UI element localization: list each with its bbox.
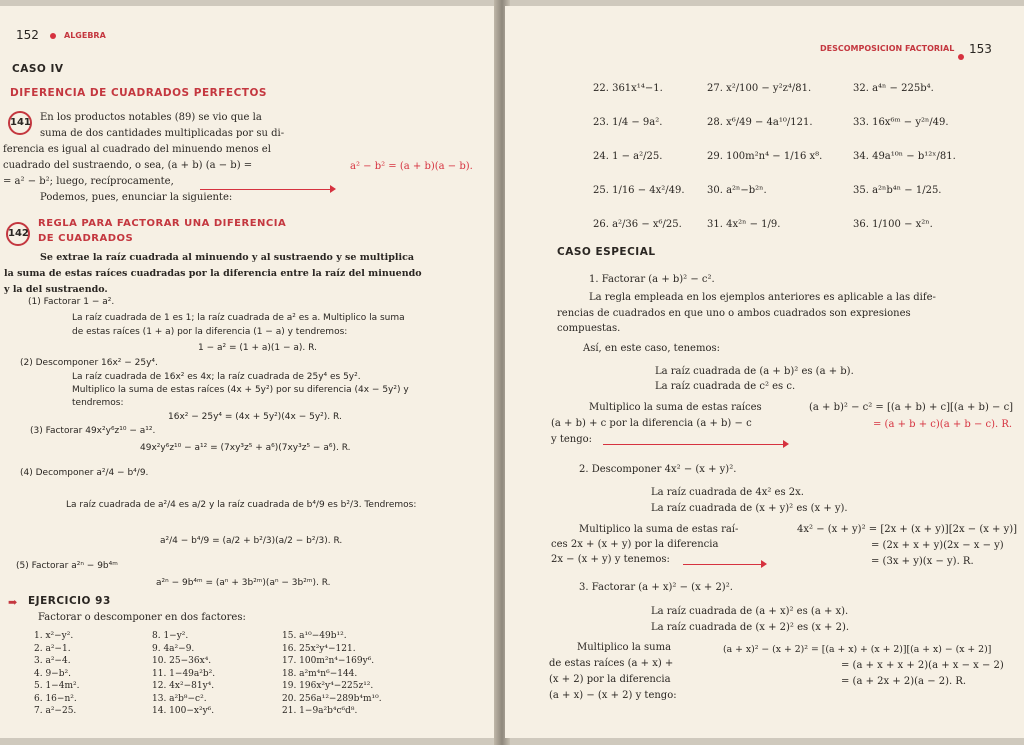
exercise-list-col-1 [34, 630, 79, 718]
exercise-item: 10. 25−36x⁴. [152, 656, 212, 666]
callout-arrow-icon [761, 560, 767, 568]
exercise-item: 13. a²b⁸−c². [152, 693, 207, 704]
special-3-result: (a + x)² − (x + 2)² = [(a + x) + (x + 2)][(a + x) − (x + 2)] [723, 644, 992, 655]
exercise-item: 6. 16−n². [34, 693, 77, 704]
exercise-item: 8. 1−y². [152, 631, 189, 641]
special-1-mult: Multiplico la suma de estas raíces [589, 402, 762, 413]
exercise-list-col-6 [853, 72, 956, 242]
exercise-item: 12. 4x²−81y⁴. [152, 681, 215, 691]
example-line: La raíz cuadrada de 16x² es 4x; la raíz cuadrada de 25y⁴ es 5y². [72, 372, 361, 382]
right-header-bullet-icon [958, 46, 964, 65]
example-result: 49x²y⁶z¹⁰ − a¹² = (7xy³z⁵ + a⁶)(7xy³z⁵ − a⁶). R. [140, 443, 351, 453]
example-line: (3) Factorar 49x²y⁶z¹⁰ − a¹². [30, 426, 156, 436]
exercise-item: 36. 1/100 − x²ⁿ. [853, 219, 933, 230]
example-result: 16x² − 25y⁴ = (4x + 5y²)(4x − 5y²). R. [168, 412, 342, 422]
section-title: DIFERENCIA DE CUADRADOS PERFECTOS [10, 87, 267, 99]
exercise-item: 32. a⁴ⁿ − 225b⁴. [853, 83, 934, 94]
example-line: (2) Descomponer 16x² − 25y⁴. [20, 358, 158, 368]
case-title: CASO IV [12, 63, 64, 75]
special-3-title: 3. Factorar (a + x)² − (x + 2)². [579, 582, 733, 593]
special-1-result: (a + b)² − c² = [(a + b) + c][(a + b) − c] [809, 402, 1014, 413]
exercise-item: 25. 1/16 − 4x²/49. [593, 185, 685, 196]
special-2-result: 4x² − (x + y)² = [2x + (x + y)][2x − (x + y)] [797, 524, 1018, 535]
exercise-item: 18. a²m⁴n⁶−144. [282, 668, 358, 679]
exercise-list-col-3 [282, 630, 382, 718]
left-page [0, 6, 501, 738]
rule-title: REGLA PARA FACTORAR UNA DIFERENCIA [38, 218, 287, 229]
exercise-item: 33. 16x⁶ᵐ − y²ⁿ/49. [853, 117, 949, 128]
exercise-item: 35. a²ⁿb⁴ⁿ − 1/25. [853, 185, 942, 196]
exercise-item: 21. 1−9a²b⁴c⁶d⁸. [282, 706, 358, 716]
example-line: La raíz cuadrada de 1 es 1; la raíz cuadrada de a² es a. Multiplico la suma [72, 313, 405, 323]
special-1-result: = (a + b + c)(a + b − c). R. [873, 419, 1013, 430]
special-3-result: = (a + 2x + 2)(a − 2). R. [841, 676, 967, 687]
exercise-item: 26. a²/36 − x⁶/25. [593, 219, 682, 230]
example-line: La raíz cuadrada de a²/4 es a/2 y la raíz cuadrada de b⁴/9 es b²/3. Tendremos: [66, 500, 417, 510]
exercise-list-col-5 [707, 72, 822, 242]
exercise-item: 31. 4x²ⁿ − 1/9. [707, 219, 781, 230]
example-result: a²/4 − b⁴/9 = (a/2 + b²/3)(a/2 − b²/3). R. [160, 536, 343, 546]
special-2-mult: ces 2x + (x + y) por la diferencia [551, 539, 719, 550]
exercise-item: 34. 49a¹⁰ⁿ − b¹²ˣ/81. [853, 151, 956, 162]
exercise-item: 24. 1 − a²/25. [593, 151, 663, 162]
special-1-mult: y tengo: [551, 434, 592, 445]
callout-line [683, 564, 761, 565]
callout-line [200, 189, 330, 190]
exercise-item: 16. 25x²y⁴−121. [282, 643, 356, 654]
callout-line [603, 444, 783, 445]
special-1-title: 1. Factorar (a + b)² − c². [589, 274, 715, 285]
special-1-text: La regla empleada en los ejemplos anteriores es aplicable a las dife- [589, 292, 936, 303]
rule-title: DE CUADRADOS [38, 233, 134, 244]
exercise-item: 4. 9−b². [34, 668, 71, 679]
exercise-item: 27. x²/100 − y²z⁴/81. [707, 83, 812, 94]
exercise-item: 14. 100−x²y⁶. [152, 706, 215, 716]
special-2-mult: Multiplico la suma de estas raí- [579, 524, 739, 535]
exercise-item: 11. 1−49a²b². [152, 668, 216, 679]
exercise-item: 29. 100m²n⁴ − 1/16 x⁸. [707, 151, 823, 162]
special-2-title: 2. Descomponer 4x² − (x + y)². [579, 464, 737, 475]
left-header-title: ALGEBRA [64, 31, 106, 40]
exercise-item: 17. 100m²n⁴−169y⁶. [282, 656, 375, 666]
special-3-mult: (a + x) − (x + 2) y tengo: [549, 690, 677, 701]
right-page-number: 153 [969, 42, 992, 56]
special-2-mult: 2x − (x + y) y tenemos: [551, 554, 670, 565]
example-line: (5) Factorar a²ⁿ − 9b⁴ᵐ [16, 561, 118, 571]
special-3-mult: Multiplico la suma [577, 642, 672, 653]
example-result: 1 − a² = (1 + a)(1 − a). R. [198, 343, 317, 353]
exercise-item: 3. a²−4. [34, 656, 71, 666]
exercise-item: 19. 196x²y⁴−225z¹². [282, 681, 374, 691]
paragraph-141-line: cuadrado del sustraendo, o sea, (a + b) (a − b) = [3, 160, 253, 171]
exercise-item: 22. 361x¹⁴−1. [593, 83, 663, 94]
exercise-item: 2. a²−1. [34, 643, 71, 654]
special-3-result: = (a + x + x + 2)(a + x − x − 2) [841, 660, 1004, 671]
special-2-result: = (2x + x + y)(2x − x − y) [871, 540, 1004, 551]
rule-text-line: Se extrae la raíz cuadrada al minuendo y al sustraendo y se multiplica [40, 252, 415, 263]
section-number-142: 142 [6, 221, 30, 246]
example-line: Multiplico la suma de estas raíces (4x + 5y²) por su diferencia (4x − 5y²) y [72, 385, 409, 395]
special-1-text: La raíz cuadrada de (a + b)² es (a + b). [655, 366, 854, 377]
exercise-item: 7. a²−25. [34, 706, 77, 716]
callout-arrow-icon [783, 440, 789, 448]
exercise-item: 23. 1/4 − 9a². [593, 117, 663, 128]
special-1-text: Así, en este caso, tenemos: [583, 343, 720, 354]
exercise-item: 20. 256a¹²−289b⁴m¹⁰. [282, 693, 382, 704]
paragraph-141-line: Podemos, pues, enunciar la siguiente: [40, 192, 233, 203]
exercise-arrow-icon: ➡ [8, 596, 18, 609]
exercise-title: EJERCICIO 93 [28, 595, 111, 607]
special-1-mult: (a + b) + c por la diferencia (a + b) − c [551, 418, 752, 429]
special-2-root: La raíz cuadrada de 4x² es 2x. [651, 487, 804, 498]
exercise-list-col-2 [152, 630, 215, 718]
exercise-item: 1. x²−y². [34, 631, 74, 641]
special-2-root: La raíz cuadrada de (x + y)² es (x + y). [651, 503, 848, 514]
special-1-text: La raíz cuadrada de c² es c. [655, 381, 796, 392]
paragraph-141-line: ferencia es igual al cuadrado del minuendo menos el [3, 144, 271, 155]
example-line: tendremos: [72, 398, 124, 408]
exercise-item: 15. a¹⁰−49b¹². [282, 631, 347, 641]
special-3-mult: (x + 2) por la diferencia [549, 674, 671, 685]
exercise-instruction: Factorar o descomponer en dos factores: [38, 612, 246, 623]
right-header-title: DESCOMPOSICION FACTORIAL [820, 44, 955, 53]
special-3-root: La raíz cuadrada de (x + 2)² es (x + 2). [651, 622, 850, 633]
left-page-number: 152 [16, 28, 39, 42]
example-result: a²ⁿ − 9b⁴ᵐ = (aⁿ + 3b²ᵐ)(aⁿ − 3b²ᵐ). R. [156, 578, 331, 588]
callout-arrow-icon [330, 185, 336, 193]
right-page [505, 6, 1024, 738]
exercise-item: 28. x⁶/49 − 4a¹⁰/121. [707, 117, 813, 128]
special-1-text: rencias de cuadrados en que uno o ambos cuadrados son expresiones [557, 308, 911, 319]
paragraph-141-line: = a² − b²; luego, recíprocamente, [3, 176, 174, 187]
special-3-mult: de estas raíces (a + x) + [549, 658, 674, 669]
exercise-item: 30. a²ⁿ−b²ⁿ. [707, 185, 767, 196]
special-1-text: compuestas. [557, 323, 621, 334]
special-3-root: La raíz cuadrada de (a + x)² es (a + x). [651, 606, 849, 617]
example-line: de estas raíces (1 + a) por la diferencia (1 − a) y tendremos: [72, 327, 348, 337]
exercise-item: 5. 1−4m². [34, 681, 80, 691]
paragraph-141-line: En los productos notables (89) se vio que la [40, 112, 262, 123]
exercise-item: 9. 4a²−9. [152, 643, 195, 654]
paragraph-141-line: suma de dos cantidades multiplicadas por su di- [40, 128, 285, 139]
rule-text-line: y la del sustraendo. [4, 284, 108, 295]
section-number-141: 141 [8, 110, 32, 135]
special-case-title: CASO ESPECIAL [557, 246, 656, 258]
formula-box: a² − b² = (a + b)(a − b). [350, 161, 473, 172]
example-line: (1) Factorar 1 − a². [28, 297, 115, 307]
left-header-bullet-icon [50, 31, 56, 42]
exercise-list-col-4 [593, 72, 685, 242]
example-line: (4) Decomponer a²/4 − b⁴/9. [20, 468, 149, 478]
special-2-result: = (3x + y)(x − y). R. [871, 556, 974, 567]
rule-text-line: la suma de estas raíces cuadradas por la diferencia entre la raíz del minuendo [4, 268, 422, 279]
